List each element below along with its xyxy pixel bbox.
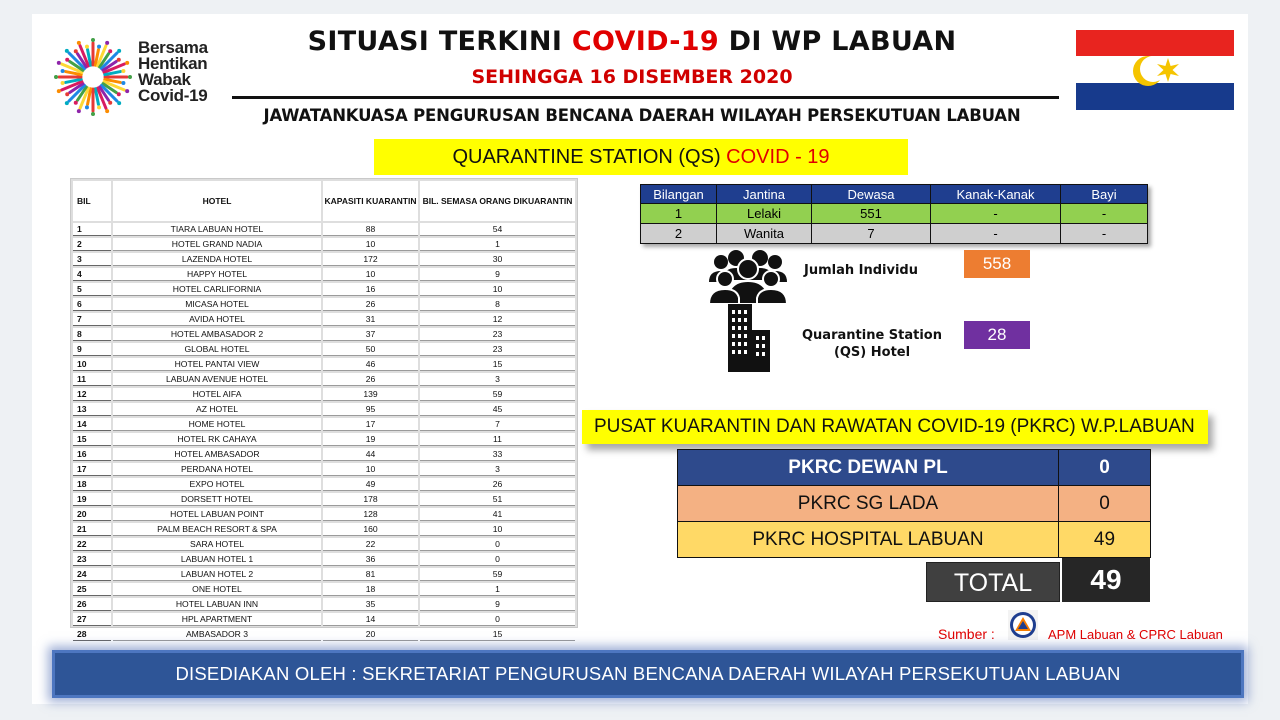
apm-civil-defence-logo-icon — [1008, 610, 1038, 640]
hotel-current-cell: 1 — [420, 583, 575, 596]
hotel-table-container — [70, 178, 578, 639]
hotel-name-cell: HOTEL AMBASADOR 2 — [113, 328, 321, 341]
hotel-current-cell: 0 — [420, 538, 575, 551]
hotel-name-cell: AMBASADOR 3 — [113, 628, 321, 641]
jumlah-individu-label: Jumlah Individu — [804, 263, 918, 278]
hotel-name-cell: HOTEL RK CAHAYA — [113, 433, 321, 446]
hotel-name-cell: HOTEL AMBASADOR — [113, 448, 321, 461]
hotel-bil-cell: 22 — [73, 538, 111, 551]
table-row — [73, 448, 575, 461]
table-row — [73, 373, 575, 386]
hotel-capacity-cell: 16 — [323, 283, 418, 296]
hotel-current-cell: 10 — [420, 523, 575, 536]
pkrc-row — [678, 522, 1151, 558]
table-row — [73, 403, 575, 416]
col-header-bil: BIL — [73, 181, 111, 221]
col-header-jantina: Jantina — [717, 185, 812, 204]
hotel-current-cell: 11 — [420, 433, 575, 446]
hotel-name-cell: HAPPY HOTEL — [113, 268, 321, 281]
hotel-current-cell: 15 — [420, 628, 575, 641]
pkrc-value-cell: 0 — [1059, 450, 1151, 486]
hotel-current-cell: 8 — [420, 298, 575, 311]
hotel-current-cell: 54 — [420, 223, 575, 236]
hotel-bil-cell: 8 — [73, 328, 111, 341]
table-row — [73, 283, 575, 296]
hotel-current-cell: 59 — [420, 388, 575, 401]
hotel-bil-cell: 2 — [73, 238, 111, 251]
table-row — [73, 613, 575, 626]
pkrc-banner: PUSAT KUARANTIN DAN RAWATAN COVID-19 (PKRC) W.P.LABUAN — [582, 410, 1208, 444]
hotel-bil-cell: 16 — [73, 448, 111, 461]
table-row: 1 Lelaki 551 - - — [641, 204, 1148, 224]
hotel-capacity-cell: 36 — [323, 553, 418, 566]
table-row — [73, 523, 575, 536]
hotel-bil-cell: 26 — [73, 598, 111, 611]
hotel-capacity-cell: 22 — [323, 538, 418, 551]
page-title: SITUASI TERKINI COVID-19 DI WP LABUAN — [307, 26, 957, 57]
hotel-capacity-cell: 139 — [323, 388, 418, 401]
col-header-kapasiti: KAPASITI KUARANTIN — [323, 181, 418, 221]
pkrc-row — [678, 450, 1151, 486]
hotel-name-cell: AVIDA HOTEL — [113, 313, 321, 326]
hotel-bil-cell: 11 — [73, 373, 111, 386]
hotel-current-cell: 51 — [420, 493, 575, 506]
hotel-current-cell: 0 — [420, 553, 575, 566]
table-row — [73, 328, 575, 341]
hotel-quarantine-table — [71, 179, 577, 643]
gender-table-header — [641, 185, 1148, 204]
hotel-current-cell: 26 — [420, 478, 575, 491]
col-header-semasa: BIL. SEMASA ORANG DIKUARANTIN — [420, 181, 575, 221]
col-header-bayi: Bayi — [1061, 185, 1148, 204]
hotel-bil-cell: 9 — [73, 343, 111, 356]
committee-name: JAWATANKUASA PENGURUSAN BENCANA DAERAH WILAYAH PERSEKUTUAN LABUAN — [263, 106, 1021, 125]
hotel-capacity-cell: 26 — [323, 298, 418, 311]
hotel-bil-cell: 5 — [73, 283, 111, 296]
hotel-name-cell: ONE HOTEL — [113, 583, 321, 596]
hotel-current-cell: 23 — [420, 343, 575, 356]
hotel-capacity-cell: 18 — [323, 583, 418, 596]
hotel-name-cell: HOTEL AIFA — [113, 388, 321, 401]
infographic-slide — [32, 14, 1248, 704]
hotel-capacity-cell: 95 — [323, 403, 418, 416]
hotel-bil-cell: 4 — [73, 268, 111, 281]
total-label: TOTAL — [926, 562, 1060, 602]
hotel-capacity-cell: 17 — [323, 418, 418, 431]
table-row — [73, 358, 575, 371]
col-header-hotel: HOTEL — [113, 181, 321, 221]
hotel-bil-cell: 10 — [73, 358, 111, 371]
hotel-capacity-cell: 31 — [323, 313, 418, 326]
hotel-name-cell: HOTEL GRAND NADIA — [113, 238, 321, 251]
table-row — [73, 313, 575, 326]
hotel-bil-cell: 20 — [73, 508, 111, 521]
col-header-kanak: Kanak-Kanak — [931, 185, 1061, 204]
hotel-capacity-cell: 172 — [323, 253, 418, 266]
hotel-bil-cell: 23 — [73, 553, 111, 566]
hotel-bil-cell: 15 — [73, 433, 111, 446]
hotel-current-cell: 1 — [420, 238, 575, 251]
hotel-bil-cell: 12 — [73, 388, 111, 401]
people-group-icon — [707, 248, 789, 304]
hotel-capacity-cell: 44 — [323, 448, 418, 461]
hotel-capacity-cell: 14 — [323, 613, 418, 626]
hotel-name-cell: TIARA LABUAN HOTEL — [113, 223, 321, 236]
hotel-bil-cell: 1 — [73, 223, 111, 236]
hotel-capacity-cell: 81 — [323, 568, 418, 581]
date-subtitle: SEHINGGA 16 DISEMBER 2020 — [471, 66, 793, 88]
gender-breakdown-table — [640, 184, 1148, 244]
table-row — [73, 253, 575, 266]
labuan-flag-icon — [1076, 30, 1234, 110]
table-row — [73, 238, 575, 251]
source-text: APM Labuan & CPRC Labuan — [1048, 627, 1223, 642]
table-row — [73, 298, 575, 311]
hotel-capacity-cell: 50 — [323, 343, 418, 356]
hotel-bil-cell: 24 — [73, 568, 111, 581]
pkrc-name-cell: PKRC SG LADA — [678, 486, 1059, 522]
pkrc-table — [677, 449, 1151, 558]
pkrc-value-cell: 0 — [1059, 486, 1151, 522]
col-header-bilangan: Bilangan — [641, 185, 717, 204]
hotel-current-cell: 10 — [420, 283, 575, 296]
table-row — [73, 493, 575, 506]
hotel-bil-cell: 7 — [73, 313, 111, 326]
hotel-capacity-cell: 10 — [323, 268, 418, 281]
hotel-bil-cell: 13 — [73, 403, 111, 416]
hotel-capacity-cell: 88 — [323, 223, 418, 236]
table-row — [73, 478, 575, 491]
hotel-capacity-cell: 178 — [323, 493, 418, 506]
hotel-current-cell: 15 — [420, 358, 575, 371]
building-icon — [720, 304, 772, 372]
hotel-capacity-cell: 26 — [323, 373, 418, 386]
sunburst-logo-icon — [54, 38, 132, 116]
footer-banner: DISEDIAKAN OLEH : SEKRETARIAT PENGURUSAN BENCANA DAERAH WILAYAH PERSEKUTUAN LABUAN — [52, 650, 1244, 698]
hotel-current-cell: 41 — [420, 508, 575, 521]
hotel-name-cell: HOTEL LABUAN INN — [113, 598, 321, 611]
hotel-name-cell: HPL APARTMENT — [113, 613, 321, 626]
table-row — [73, 343, 575, 356]
hotel-name-cell: MICASA HOTEL — [113, 298, 321, 311]
hotel-bil-cell: 27 — [73, 613, 111, 626]
hotel-current-cell: 59 — [420, 568, 575, 581]
hotel-name-cell: HOTEL PANTAI VIEW — [113, 358, 321, 371]
pkrc-row — [678, 486, 1151, 522]
table-row — [73, 553, 575, 566]
hotel-bil-cell: 17 — [73, 463, 111, 476]
hotel-current-cell: 23 — [420, 328, 575, 341]
bersama-hentikan-logo — [54, 36, 254, 120]
hotel-name-cell: SARA HOTEL — [113, 538, 321, 551]
hotel-current-cell: 3 — [420, 373, 575, 386]
hotel-table-body — [73, 223, 575, 641]
table-row — [73, 433, 575, 446]
pkrc-value-cell: 49 — [1059, 522, 1151, 558]
qs-hotel-value: 28 — [964, 321, 1030, 349]
hotel-capacity-cell: 19 — [323, 433, 418, 446]
hotel-bil-cell: 6 — [73, 298, 111, 311]
hotel-capacity-cell: 37 — [323, 328, 418, 341]
hotel-name-cell: EXPO HOTEL — [113, 478, 321, 491]
pkrc-name-cell: PKRC HOSPITAL LABUAN — [678, 522, 1059, 558]
hotel-bil-cell: 25 — [73, 583, 111, 596]
col-header-dewasa: Dewasa — [812, 185, 931, 204]
hotel-capacity-cell: 35 — [323, 598, 418, 611]
table-row — [73, 268, 575, 281]
hotel-capacity-cell: 128 — [323, 508, 418, 521]
hotel-name-cell: LABUAN HOTEL 1 — [113, 553, 321, 566]
hotel-name-cell: PALM BEACH RESORT & SPA — [113, 523, 321, 536]
hotel-capacity-cell: 49 — [323, 478, 418, 491]
table-row — [73, 628, 575, 641]
jumlah-individu-value: 558 — [964, 250, 1030, 278]
hotel-current-cell: 0 — [420, 613, 575, 626]
table-row — [73, 463, 575, 476]
hotel-name-cell: HOTEL LABUAN POINT — [113, 508, 321, 521]
hotel-bil-cell: 19 — [73, 493, 111, 506]
source-label: Sumber : — [938, 626, 995, 642]
hotel-current-cell: 7 — [420, 418, 575, 431]
hotel-name-cell: DORSETT HOTEL — [113, 493, 321, 506]
hotel-capacity-cell: 10 — [323, 463, 418, 476]
hotel-capacity-cell: 46 — [323, 358, 418, 371]
table-row — [73, 583, 575, 596]
hotel-current-cell: 3 — [420, 463, 575, 476]
hotel-current-cell: 9 — [420, 268, 575, 281]
header-divider — [232, 96, 1059, 99]
hotel-name-cell: GLOBAL HOTEL — [113, 343, 321, 356]
table-row — [73, 598, 575, 611]
hotel-bil-cell: 3 — [73, 253, 111, 266]
hotel-current-cell: 30 — [420, 253, 575, 266]
hotel-name-cell: LAZENDA HOTEL — [113, 253, 321, 266]
table-row — [73, 568, 575, 581]
table-row — [73, 508, 575, 521]
hotel-current-cell: 9 — [420, 598, 575, 611]
hotel-bil-cell: 21 — [73, 523, 111, 536]
table-row — [73, 538, 575, 551]
table-header-row — [73, 181, 575, 221]
hotel-capacity-cell: 160 — [323, 523, 418, 536]
hotel-name-cell: AZ HOTEL — [113, 403, 321, 416]
hotel-current-cell: 45 — [420, 403, 575, 416]
hotel-bil-cell: 18 — [73, 478, 111, 491]
table-row — [73, 418, 575, 431]
hotel-bil-cell: 28 — [73, 628, 111, 641]
hotel-name-cell: HOTEL CARLIFORNIA — [113, 283, 321, 296]
qs-banner: QUARANTINE STATION (QS) COVID - 19 — [374, 139, 908, 175]
hotel-capacity-cell: 20 — [323, 628, 418, 641]
hotel-name-cell: PERDANA HOTEL — [113, 463, 321, 476]
total-value: 49 — [1062, 558, 1150, 602]
hotel-name-cell: LABUAN AVENUE HOTEL — [113, 373, 321, 386]
hotel-capacity-cell: 10 — [323, 238, 418, 251]
qs-hotel-label: Quarantine Station (QS) Hotel — [802, 328, 942, 360]
logo-text: Bersama Hentikan Wabak Covid-19 — [138, 38, 208, 105]
pkrc-name-cell: PKRC DEWAN PL — [678, 450, 1059, 486]
table-row: 2 Wanita 7 - - — [641, 224, 1148, 244]
hotel-current-cell: 33 — [420, 448, 575, 461]
table-row — [73, 388, 575, 401]
hotel-name-cell: HOME HOTEL — [113, 418, 321, 431]
hotel-name-cell: LABUAN HOTEL 2 — [113, 568, 321, 581]
hotel-current-cell: 12 — [420, 313, 575, 326]
table-row — [73, 223, 575, 236]
hotel-bil-cell: 14 — [73, 418, 111, 431]
